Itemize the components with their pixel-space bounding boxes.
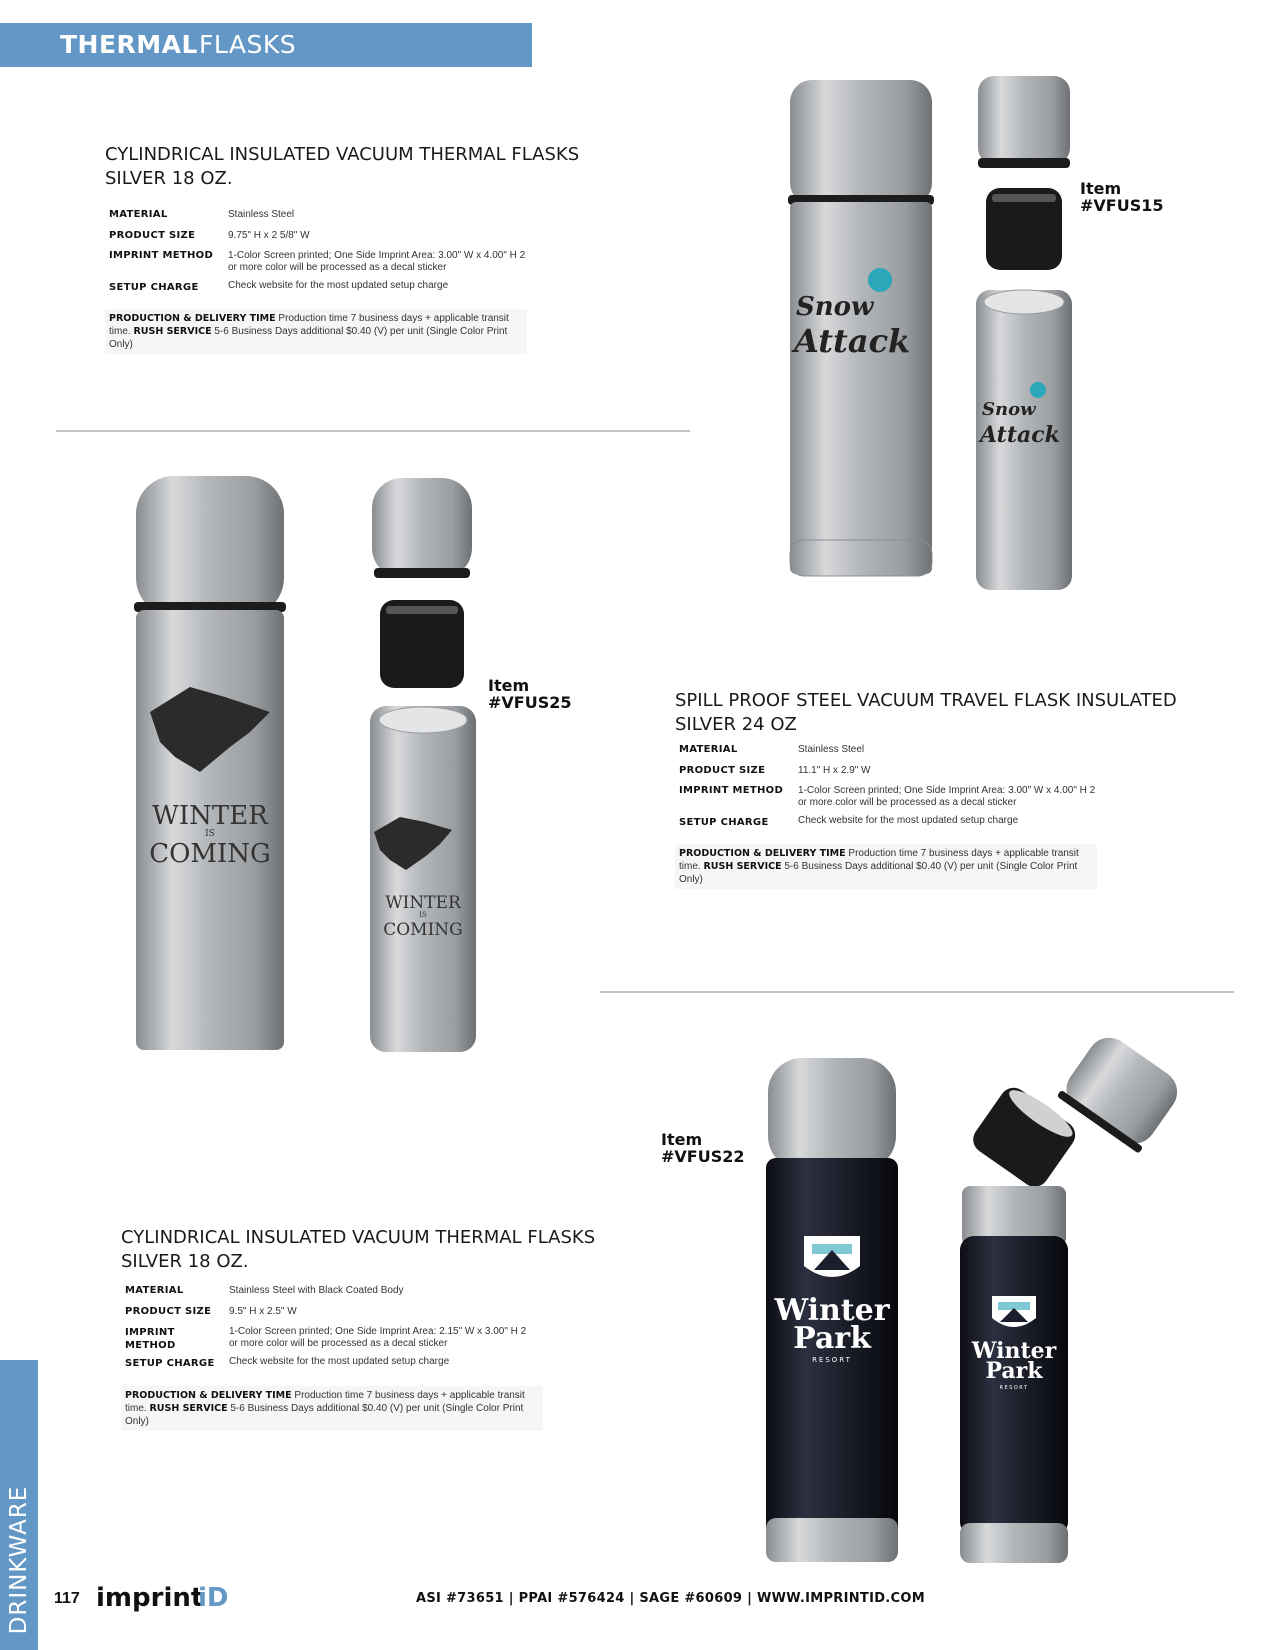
product-vfus25 <box>675 689 1235 909</box>
divider-middle <box>600 991 1234 993</box>
production-label: PRODUCTION & DELIVERY TIME <box>109 313 276 324</box>
section-title-light: FLASKS <box>199 30 297 59</box>
spec-label: PRODUCT SIZE <box>125 1306 212 1317</box>
item-label-text: Item <box>661 1130 703 1149</box>
imprint-text: Snow <box>982 399 1036 420</box>
imprint-text: WINTER <box>152 801 268 831</box>
item-label-text: Item <box>1080 179 1122 198</box>
logo-mark: iD <box>198 1583 229 1613</box>
item-number: #VFUS22 <box>661 1147 745 1166</box>
spec-value: Check website for the most updated setup charge <box>228 280 449 291</box>
imprint-text: IS <box>205 829 215 839</box>
imprint-text: Snow <box>796 292 874 322</box>
rush-text: 5-6 Business Days additional $0.40 (V) per unit (Single Color Print Only) <box>679 861 1078 885</box>
production-label: PRODUCTION & DELIVERY TIME <box>125 1390 292 1401</box>
spec-label: SETUP CHARGE <box>679 817 769 828</box>
spec-label: PRODUCT SIZE <box>109 230 196 241</box>
product-title: SPILL PROOF STEEL VACUUM TRAVEL FLASK INSULATED SILVER 24 OZ <box>675 690 1177 735</box>
spec-value: Check website for the most updated setup charge <box>229 1356 450 1367</box>
product-photo-vfus25 <box>130 472 490 1062</box>
spec-label: MATERIAL <box>679 744 738 755</box>
item-number: #VFUS25 <box>488 693 572 712</box>
imprint-text: Attack <box>794 322 911 360</box>
item-label-vfus22 <box>661 1131 745 1165</box>
rush-label: RUSH SERVICE <box>703 861 782 872</box>
divider-top <box>56 430 690 432</box>
imprint-text: Winter <box>774 1293 890 1328</box>
spec-label: IMPRINT METHOD <box>679 785 784 796</box>
spec-value: 9.75" H x 2 5/8" W <box>228 230 310 241</box>
spec-label: SETUP CHARGE <box>125 1358 215 1369</box>
imprint-text: RESORT <box>999 1385 1029 1391</box>
spec-value: Stainless Steel <box>798 744 865 755</box>
spec-value: 1-Color Screen printed; One Side Imprint Area: 3.00" W x 4.00" H 2 or more color will be processed as a decal sticker <box>228 250 526 273</box>
production-text: Production time 7 business days + applicable transit time. <box>125 1390 525 1414</box>
spec-value: 11.1" H x 2.9" W <box>798 765 871 776</box>
spec-label: MATERIAL <box>109 209 168 220</box>
production-text: Production time 7 business days + applicable transit time. <box>109 313 509 337</box>
product-vfus15 <box>105 143 665 363</box>
spec-label: IMPRINT METHOD <box>109 250 214 261</box>
imprint-text: IS <box>419 911 427 919</box>
spec-value: 9.5" H x 2.5" W <box>229 1306 297 1317</box>
imprint-text: COMING <box>383 920 463 940</box>
imprint-text: Winter <box>971 1338 1057 1364</box>
side-tab-label: DRINKWARE <box>6 1485 32 1635</box>
rush-label: RUSH SERVICE <box>149 1403 228 1414</box>
section-title-bold: THERMAL <box>60 30 198 59</box>
product-title: CYLINDRICAL INSULATED VACUUM THERMAL FLASKS SILVER 18 OZ. <box>121 1227 596 1272</box>
production-box <box>121 1386 543 1431</box>
product-photo-vfus15 <box>780 70 1080 610</box>
product-vfus22 <box>121 1226 681 1446</box>
item-number: #VFUS15 <box>1080 196 1164 215</box>
production-label: PRODUCTION & DELIVERY TIME <box>679 848 846 859</box>
spec-value: Check website for the most updated setup charge <box>798 815 1019 826</box>
production-box <box>105 309 527 354</box>
imprint-text: COMING <box>149 839 271 869</box>
production-text: Production time 7 business days + applicable transit time. <box>679 848 1079 872</box>
spec-value: 1-Color Screen printed; One Side Imprint Area: 3.00" W x 4.00" H 2 or more color will be processed as a decal sticker <box>798 785 1096 808</box>
production-box <box>675 844 1097 889</box>
imprintid-logo <box>96 1580 256 1619</box>
spec-label: SETUP CHARGE <box>109 282 199 293</box>
spec-value: Stainless Steel <box>228 209 295 220</box>
item-label-vfus15 <box>1080 180 1164 214</box>
spec-value: 1-Color Screen printed; One Side Imprint Area: 2.15" W x 3.00" H 2 or more color will be processed as a decal sticker <box>229 1326 527 1349</box>
spec-value: Stainless Steel with Black Coated Body <box>229 1285 404 1296</box>
spec-label: MATERIAL <box>125 1285 184 1296</box>
item-label-text: Item <box>488 676 530 695</box>
footer-contact: ASI #73651 | PPAI #576424 | SAGE #60609 | WWW.IMPRINTID.COM <box>416 1591 925 1606</box>
imprint-text: Attack <box>980 422 1060 448</box>
rush-text: 5-6 Business Days additional $0.40 (V) per unit (Single Color Print Only) <box>109 326 508 350</box>
page-number: 117 <box>54 1590 80 1607</box>
logo-text: imprint <box>96 1583 204 1613</box>
product-photo-vfus22 <box>760 1018 1210 1574</box>
spec-label: IMPRINT METHOD <box>125 1327 176 1351</box>
imprint-text: WINTER <box>385 893 461 913</box>
imprint-text: Park <box>985 1358 1043 1384</box>
section-header <box>0 23 532 67</box>
item-label-vfus25 <box>488 677 572 711</box>
rush-text: 5-6 Business Days additional $0.40 (V) per unit (Single Color Print Only) <box>125 1403 524 1427</box>
imprint-text: Park <box>793 1321 871 1356</box>
imprint-text: RESORT <box>812 1356 852 1364</box>
product-title: CYLINDRICAL INSULATED VACUUM THERMAL FLASKS SILVER 18 OZ. <box>105 144 580 189</box>
rush-label: RUSH SERVICE <box>133 326 212 337</box>
spec-label: PRODUCT SIZE <box>679 765 766 776</box>
